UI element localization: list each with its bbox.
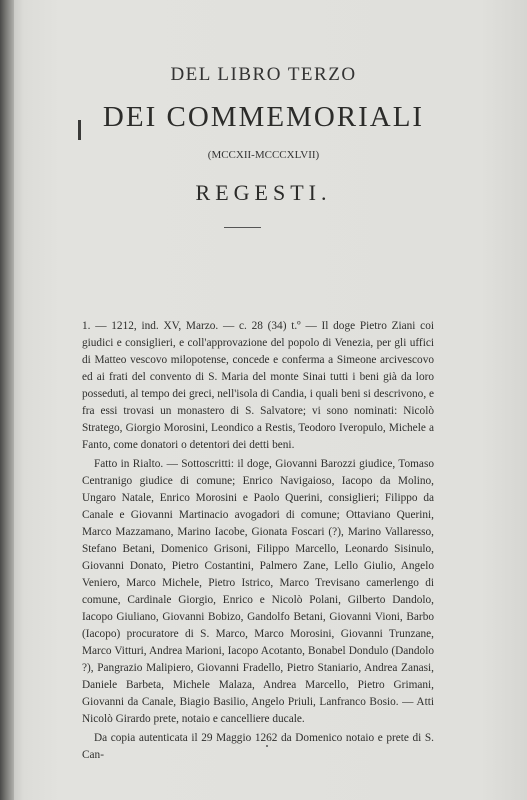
divider-rule [224,227,261,228]
entry-paragraph-2: Fatto in Rialto. — Sottoscritti: il doge, Giovanni Barozzi giudice, Tomaso Centranigo giudice di comune; Enrico Navigaioso, Iacopo da Molino, Ungaro Natale, Enrico Morosini e Paolo Querini, consiglieri; Filippo da Canale e Giovanni Martinacio avogadori di comune; Ottaviano Querini, Marco Mazzamano, Marino Iacobe, Gionata Foscari (?), Marino Vallaresso, Stefano Betani, Domenico Grisoni, Filippo Marcello, Leonardo Sisinulo, Giovanni Donato, Pietro Costantini, Palmero Zane, Lello Giulio, Angelo Veniero, Marco Michele, Pietro Istrico, Marco Trevisano camerlengo di comune, Cardinale Giorgio, Enrico e Nicolò Polani, Gilberto Dandolo, Iacopo Giuliano, Giovanni Bobizo, Gandolfo Betani, Giovanni Vioni, Barbo (Iacopo) procuratore di S. Marco, Marco Morosini, Giovanni Trunzane, Marco Vitturi, Andrea Marioni, Iacopo Acotanto, Bonabel Dondulo (Dandolo ?), Pangrazio Malipiero, Giovanni Fradello, Pietro Staniario, Andrea Zanasi, Daniele Barbeta, Michele Malaza, Andrea Marcello, Pietro Grimani, Giovanni da Canale, Biagio Basilio, Angelo Priuli, Lanfranco Bosio. — Atti Nicolò Girardo prete, notaio e cancelliere ducale. [82,458,434,725]
heading-regesti: REGESTI. [195,180,332,205]
entry-text [82,318,434,766]
heading-line-2: DEI COMMEMORIALI [102,101,425,133]
page-speck [266,745,268,747]
entry-paragraph-3: Da copia autenticata il 29 Maggio 1262 da Domenico notaio e prete di S. Can- [82,732,434,761]
heading-date-range: (MCCXII-MCCCXLVII) [207,149,320,161]
entry-paragraph-1: 1. — 1212, ind. XV, Marzo. — c. 28 (34) t.º — Il doge Pietro Ziani coi giudici e consiglieri, e coll'approvazione del popolo di Venezia, per gli uffici di Matteo vescovo milopotense, concede e conferma a Simeone arcivescovo ed ai frati del convento di S. Maria del monte Sinai tutti i beni già da loro posseduti, al tempo dei greci, nell'isola di Candia, i quali beni si descrivono, e fra essi trovasi un monastero di S. Salvatore; vi sono nominati: Nicolò Stratego, Giorgio Morosini, Leondico a Restis, Teodoro Iveropulo, Michele a Fanto, come donatori o detentori dei detti beni. [82,320,434,451]
heading-line-1: DEL LIBRO TERZO [170,64,357,85]
